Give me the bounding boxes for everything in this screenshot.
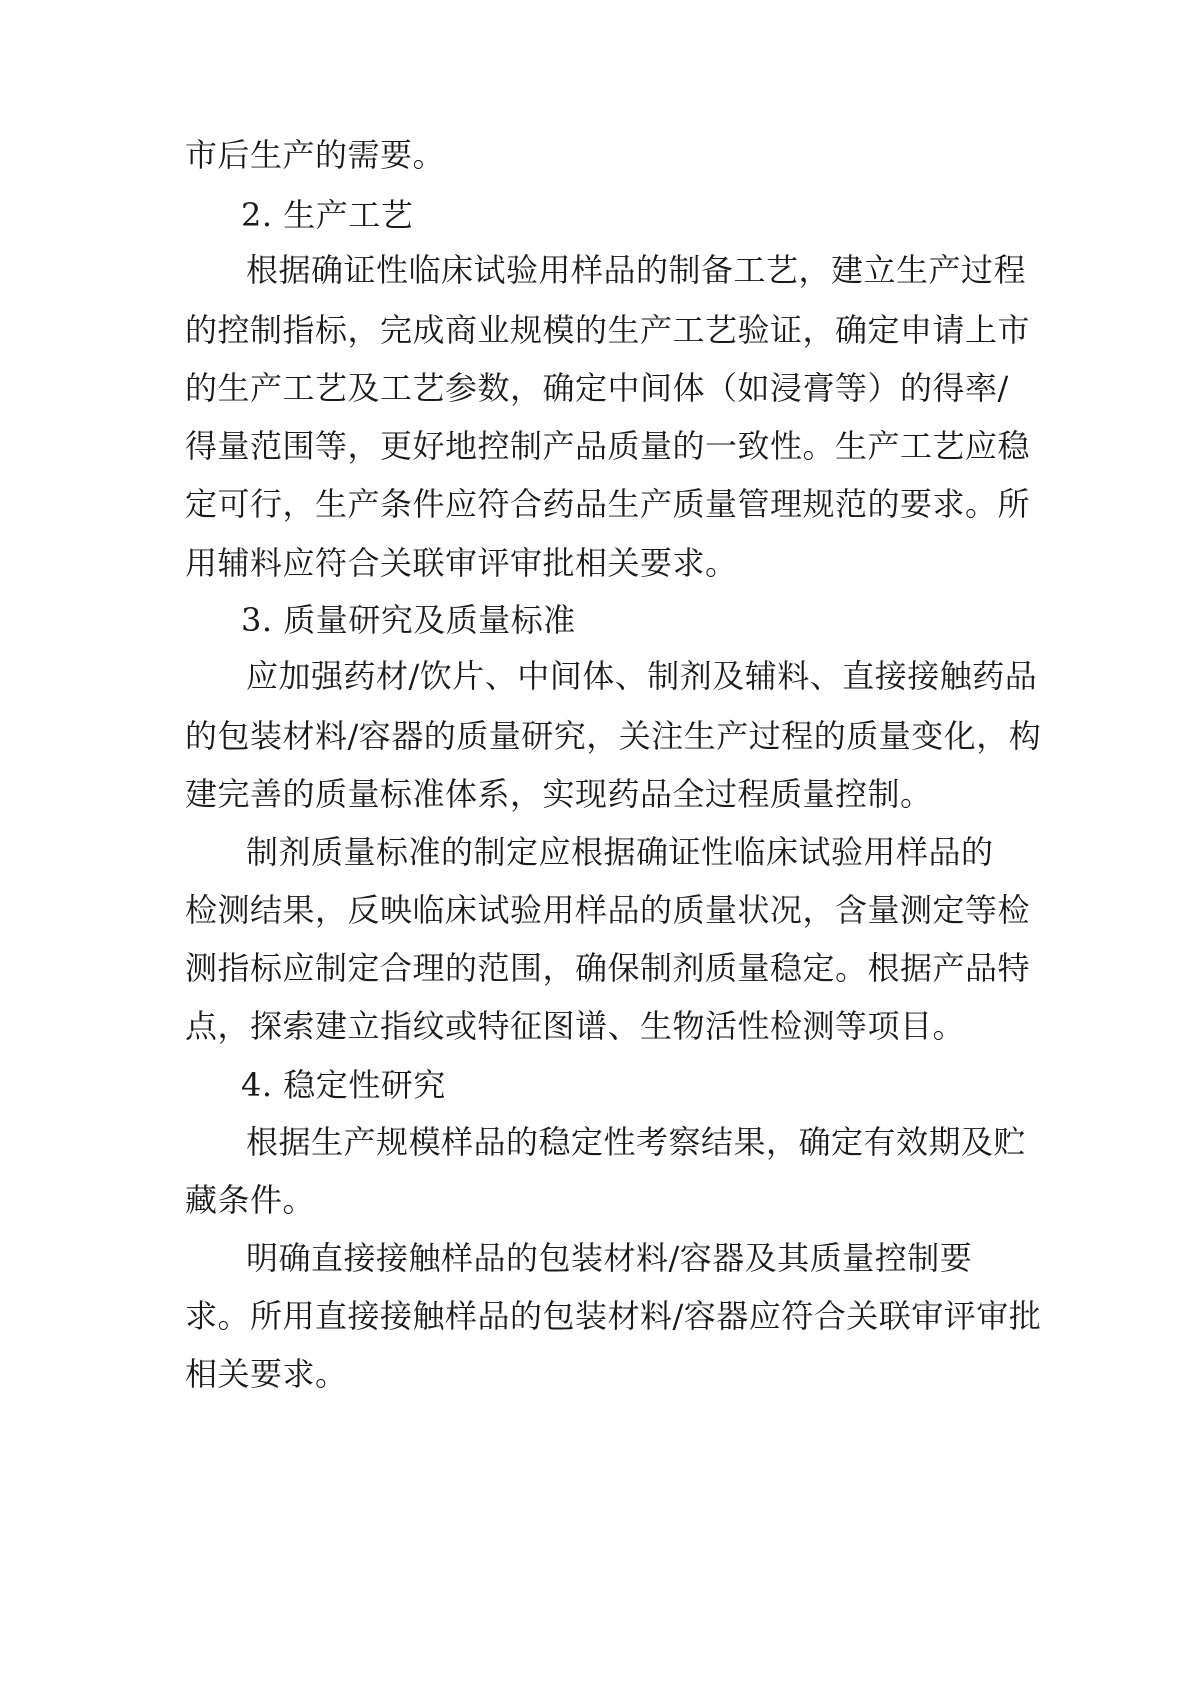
paragraph-line: 的控制指标，完成商业规模的生产工艺验证，确定申请上市 xyxy=(185,311,1031,349)
paragraph-line: 的包装材料/容器的质量研究，关注生产过程的质量变化，构 xyxy=(185,717,1042,755)
paragraph-line: 相关要求。 xyxy=(185,1355,348,1393)
paragraph-line: 求。所用直接接触样品的包装材料/容器应符合关联审评审批 xyxy=(185,1297,1042,1335)
section-heading-production-process: 2. 生产工艺 xyxy=(241,196,414,234)
paragraph-line: 点，探索建立指纹或特征图谱、生物活性检测等项目。 xyxy=(185,1007,966,1045)
paragraph-line: 制剂质量标准的制定应根据确证性临床试验用样品的 xyxy=(246,833,994,871)
paragraph-line: 的生产工艺及工艺参数，确定中间体（如浸膏等）的得率/ xyxy=(185,369,1009,407)
paragraph-line: 建完善的质量标准体系，实现药品全过程质量控制。 xyxy=(185,775,933,813)
paragraph-line: 藏条件。 xyxy=(185,1181,316,1219)
section-heading-stability-study: 4. 稳定性研究 xyxy=(241,1066,446,1104)
paragraph-line: 检测结果，反映临床试验用样品的质量状况，含量测定等检 xyxy=(185,891,1031,929)
paragraph-line: 应加强药材/饮片、中间体、制剂及辅料、直接接触药品 xyxy=(246,657,1038,695)
paragraph-line: 用辅料应符合关联审评审批相关要求。 xyxy=(185,544,738,582)
section-heading-quality-standard: 3. 质量研究及质量标准 xyxy=(241,601,576,639)
paragraph-line: 根据确证性临床试验用样品的制备工艺，建立生产过程 xyxy=(246,251,1027,289)
paragraph-line: 明确直接接触样品的包装材料/容器及其质量控制要 xyxy=(246,1239,973,1277)
paragraph-line: 得量范围等，更好地控制产品质量的一致性。生产工艺应稳 xyxy=(185,427,1031,465)
paragraph-line: 市后生产的需要。 xyxy=(185,136,446,174)
paragraph-line: 定可行，生产条件应符合药品生产质量管理规范的要求。所 xyxy=(185,485,1031,523)
paragraph-line: 根据生产规模样品的稳定性考察结果，确定有效期及贮 xyxy=(246,1123,1027,1161)
paragraph-line: 测指标应制定合理的范围，确保制剂质量稳定。根据产品特 xyxy=(185,949,1031,987)
